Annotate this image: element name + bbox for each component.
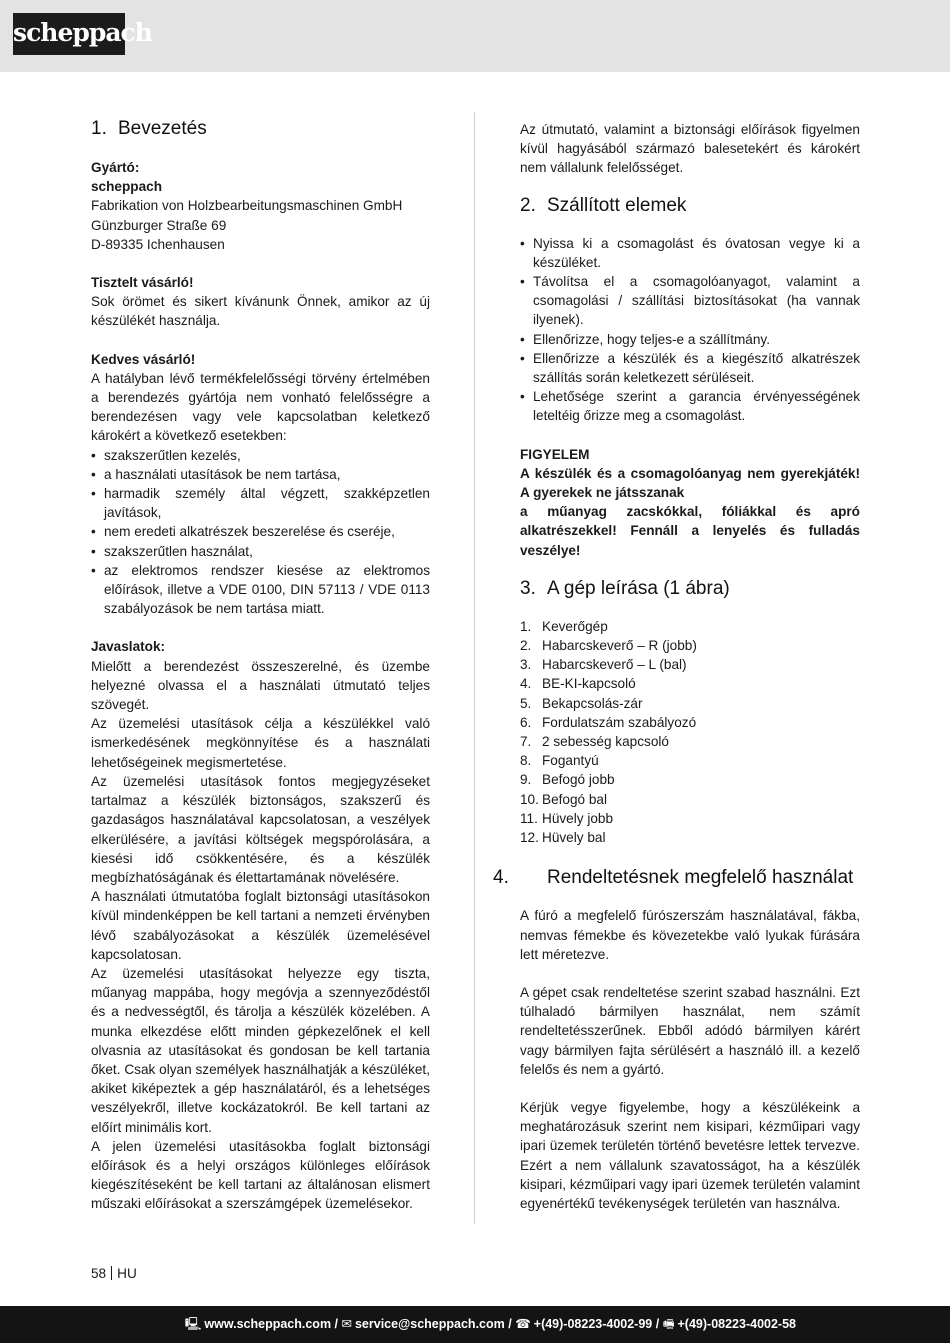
left-column [91,118,430,1214]
page-number-value: 58 [91,1266,107,1281]
footer-bar [0,1306,950,1343]
right-column [493,120,860,1213]
scheppach-logo: scheppach [13,13,125,55]
footer-website: www.scheppach.com / [204,1317,339,1331]
warning-label: FIGYELEM [520,446,590,462]
list-item: 5. Bekapcsolás-zár [520,695,643,711]
manufacturer-name: scheppach [91,179,163,195]
usage-paragraph: A fúró a megfelelő fúrószerszám használatával, fákba, nemvas fémekbe és kövezetekbe való lyukak fúrására lett méretezve. [520,908,860,962]
address-line: D-89335 Ichenhausen [91,236,225,252]
list-item: • Lehetősége szerint a garancia érvényességének leteltéig őrizze meg a csomagolást. [520,387,860,425]
list-item: 4. BE-KI-kapcsoló [520,676,636,692]
section-3-heading: 3. A gép leírása (1 ábra) [520,577,730,599]
list-item: • harmadik személy által végzett, szakképzetlen javítások, [91,484,430,522]
recommendation-paragraph: A használati útmutatóba foglalt biztonsági utasításokon kívül mindenképpen be kell tartani a nemzeti érvényben lévő szabályozásokat a készülék üzemelésével kapcsolatosan. [91,889,430,962]
list-item: 7. 2 sebesség kapcsoló [520,734,669,750]
page-number [91,1266,137,1281]
list-item: • nem eredeti alkatrészek beszerelése és cseréje, [91,522,430,541]
list-item: • Ellenőrizze, hogy teljes-e a szállítmány. [520,330,860,349]
usage-paragraph: A gépet csak rendeltetése szerint szabad használni. Ezt túlhaladó bármilyen használat, nem számít rendeltetésszerűnek. Ebből adódó bármilyen kárért vagy bármilyen fajta sérülésért a használó ill. a kezelő felelős és nem a gyártó. [520,984,860,1077]
liability-label: Kedves vásárló! [91,351,196,367]
recommendation-paragraph: Az üzemelési utasítások fontos megjegyzéseket tartalmaz a készülék biztonságos, szakszerű és gazdaságos használatával kapcsolatosan, a veszélyek elkerülésére, a javítási költségek megspórolására, a kiesési idő csökkentésére, és a készülék megbízhatóságának és élettartamának növelésére. [91,773,430,885]
list-item: • szakszerűtlen használat, [91,542,430,561]
list-item: 12. Hüvely bal [520,830,606,846]
footer-phone: +(49)-08223-4002-99 / [533,1317,660,1331]
list-item: 10. Befogó bal [520,791,608,807]
greeting-label: Tisztelt vásárló! [91,275,194,291]
computer-icon: 🖳 [184,1317,202,1331]
list-item: 1. Keverőgép [520,618,608,634]
list-item: • szakszerűtlen kezelés, [91,446,430,465]
section-1-heading: 1. Bevezetés [91,118,207,139]
header-bar [0,0,950,72]
list-item: 9. Befogó jobb [520,772,615,788]
footer-fax: +(49)-08223-4002-58 [677,1317,796,1331]
address-line: Günzburger Straße 69 [91,217,227,233]
column-divider [474,112,475,1224]
list-item: • Távolítsa el a csomagolóanyagot, valamint a csomagolási / szállítási biztosításokat (ha vannak ilyenek). [520,272,860,330]
section-4-heading: 4. Rendeltetésnek megfelelő használat [493,867,854,889]
mail-icon: ✉ [341,1317,352,1331]
parts-list [520,617,860,847]
page-language: HU [117,1266,137,1281]
warning-text: A készülék és a csomagolóanyag nem gyerekjáték! A gyerekek ne játsszanak [520,465,860,501]
footer-email: service@scheppach.com / [354,1317,512,1331]
list-item: • Nyissa ki a csomagolást és óvatosan vegye ki a készüléket. [520,234,860,272]
list-item: 2. Habarcskeverő – R (jobb) [520,638,697,654]
recommendations-label: Javaslatok: [91,639,166,655]
recommendation-paragraph: Az üzemelési utasítások célja a készülékkel való ismerkedésének megkönnyítése és a használati lehetőségeinek megismertetése. [91,716,430,770]
list-item: • az elektromos rendszer kiesése az elektromos előírások, illetve a VDE 0100, DIN 57113 / VDE 0113 szabályozások be nem tartása miatt. [91,561,430,619]
list-item: 6. Fordulatszám szabályozó [520,714,697,730]
section-2-heading: 2. Szállított elemek [520,194,687,216]
liability-list [91,446,430,619]
liability-text: A hatályban lévő termékfelelősségi törvény értelmében a berendezés gyártója nem vonható felelősségre a berendezésen vagy vele kapcsolatban keletkező károkért a következő esetekben: [91,370,430,444]
recommendation-paragraph: A jelen üzemelési utasításokba foglalt biztonsági előírások és a helyi országos különleges előírások kiegészítéseként be kell tartani az általánosan elismert műszaki előírásokat a szerszámgépek üzemelésekor. [91,1138,430,1212]
intro-paragraph: Az útmutató, valamint a biztonsági előírások figyelmen kívül hagyásából származó balesetekért és károkért nem vállalunk felelősséget. [520,122,860,176]
phone-icon: ☎ [515,1317,531,1331]
usage-paragraph: Kérjük vegye figyelembe, hogy a készülékeink a meghatározásuk szerint nem kisipari, kézműipari vagy ipari üzemek területén történő bevetésre lettek tervezve. Ezért a nem vállalunk szavatosságot, ha a készülék kisipari, kézműipari vagy ipari üzemek területén valamint egyenértékű tevékenységek területén van használva. [520,1099,860,1211]
address-line: Fabrikation von Holzbearbeitungsmaschinen GmbH [91,198,403,214]
manufacturer-label: Gyártó: [91,160,140,175]
list-item: • Ellenőrizze a készülék és a kiegészítő alkatrészek szállítás során keletkezett sérüléseit. [520,349,860,387]
fax-icon: 🖷 [662,1317,675,1331]
delivery-list [520,234,860,426]
list-item: 11. Hüvely jobb [520,810,614,826]
warning-text: a műanyag zacskókkal, fóliákkal és apró alkatrészekkel! Fennáll a lenyelés és fulladás veszélye! [520,504,860,558]
list-item: • a használati utasítások be nem tartása, [91,465,430,484]
recommendation-paragraph: Mielőtt a berendezést összeszerelné, és üzembe helyezné olvassa el a használati útmutató teljes szövegét. [91,658,430,713]
greeting-text: Sok örömet és sikert kívánunk Önnek, amikor az új készülékét használja. [91,294,430,329]
list-item: 3. Habarcskeverő – L (bal) [520,657,687,673]
recommendation-paragraph: Az üzemelési utasításokat helyezze egy tiszta, műanyag mappába, hogy megóvja a szennyeződéstől és a nedvességtől, és tárolja a készülék közelében. A munka elkezdése előtt minden gépkezelőnek el kell olvasnia az utasításokat és gondosan be kell tartania őket. Csak olyan személyek használhatják a készüléket, akiket kiképeztek a gép használatáról, és a lehetséges veszélyekről, illetve kockázatokról. Be kell tartani az előírt minimális kort. [91,965,430,1135]
list-item: 8. Fogantyú [520,753,599,769]
